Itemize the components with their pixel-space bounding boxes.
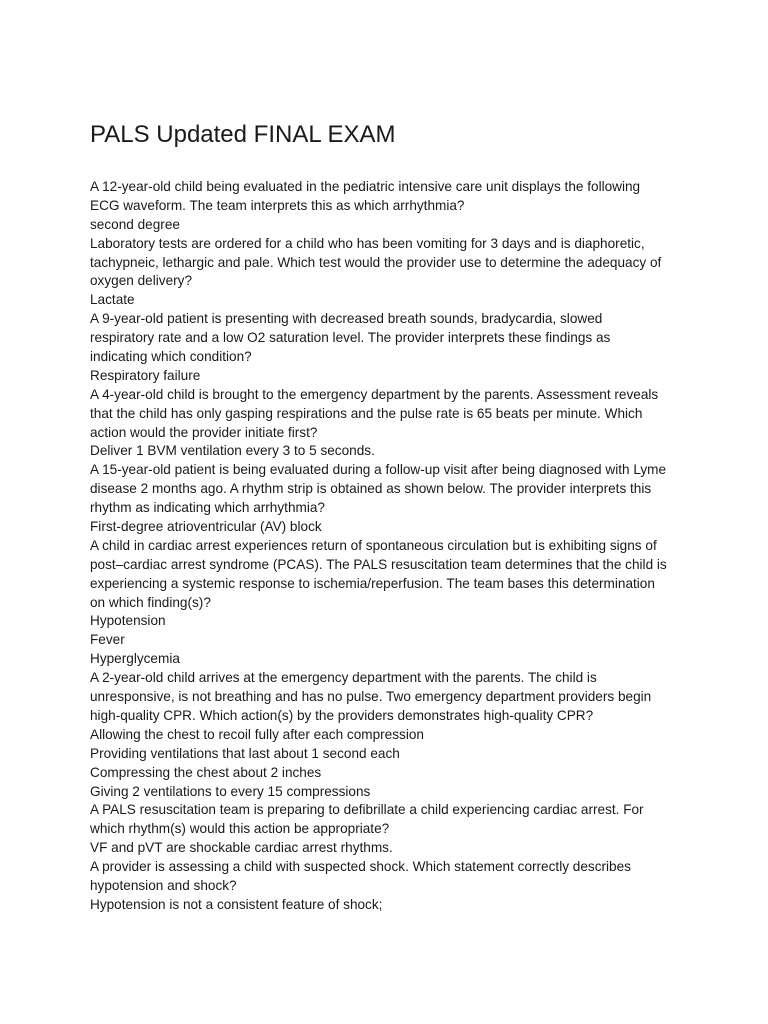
- text-line: Fever: [90, 632, 125, 648]
- text-line: Hyperglycemia: [90, 651, 180, 667]
- text-line: second degree: [90, 216, 180, 232]
- text-line: that the child has only gasping respirations and the pulse rate is 65 beats per minute. Which: [90, 405, 643, 421]
- text-line: hypotension and shock?: [90, 877, 237, 893]
- text-line: which rhythm(s) would this action be appropriate?: [90, 821, 390, 837]
- text-line: on which finding(s)?: [90, 594, 211, 610]
- text-line: Lactate: [90, 292, 135, 308]
- text-line: Hypotension is not a consistent feature of shock;: [90, 896, 383, 912]
- text-line: rhythm as indicating which arrhythmia?: [90, 500, 325, 516]
- text-line: unresponsive, is not breathing and has no pulse. Two emergency department providers begin: [90, 689, 652, 705]
- text-line: Allowing the chest to recoil fully after each compression: [90, 726, 424, 742]
- text-line: oxygen delivery?: [90, 273, 193, 289]
- text-line: ECG waveform. The team interprets this as which arrhythmia?: [90, 197, 465, 213]
- text-line: respiratory rate and a low O2 saturation level. The provider interprets these findings as: [90, 330, 611, 346]
- text-line: post–cardiac arrest syndrome (PCAS). The PALS resuscitation team determines that the child is: [90, 556, 667, 572]
- text-line: disease 2 months ago. A rhythm strip is obtained as shown below. The provider interprets this: [90, 481, 652, 497]
- text-line: VF and pVT are shockable cardiac arrest rhythms.: [90, 840, 393, 856]
- text-line: A 4-year-old child is brought to the emergency department by the parents. Assessment reveals: [90, 386, 659, 402]
- text-line: A child in cardiac arrest experiences return of spontaneous circulation but is exhibiting signs of: [90, 537, 657, 553]
- text-line: A 9-year-old patient is presenting with decreased breath sounds, bradycardia, slowed: [90, 311, 603, 327]
- document-body: [90, 178, 690, 915]
- text-line: action would the provider initiate first?: [90, 424, 318, 440]
- text-line: Compressing the chest about 2 inches: [90, 764, 322, 780]
- text-line: First-degree atrioventricular (AV) block: [90, 519, 322, 535]
- text-line: Providing ventilations that last about 1 second each: [90, 745, 400, 761]
- text-line: A provider is assessing a child with suspected shock. Which statement correctly describes: [90, 859, 631, 875]
- text-line: A PALS resuscitation team is preparing to defibrillate a child experiencing cardiac arrest. For: [90, 802, 644, 818]
- text-line: A 2-year-old child arrives at the emergency department with the parents. The child is: [90, 670, 597, 686]
- text-line: indicating which condition?: [90, 349, 252, 365]
- text-line: Hypotension: [90, 613, 166, 629]
- text-line: Respiratory failure: [90, 367, 201, 383]
- text-line: tachypneic, lethargic and pale. Which test would the provider use to determine the adequacy of: [90, 254, 662, 270]
- text-line: Deliver 1 BVM ventilation every 3 to 5 seconds.: [90, 443, 375, 459]
- page-title: PALS Updated FINAL EXAM: [90, 121, 396, 148]
- text-line: experiencing a systemic response to ischemia/reperfusion. The team bases this determination: [90, 575, 655, 591]
- text-line: A 15-year-old patient is being evaluated during a follow-up visit after being diagnosed with Lyme: [90, 462, 667, 478]
- text-line: Giving 2 ventilations to every 15 compressions: [90, 783, 371, 799]
- text-line: Laboratory tests are ordered for a child who has been vomiting for 3 days and is diaphoretic,: [90, 235, 645, 251]
- text-line: A 12-year-old child being evaluated in the pediatric intensive care unit displays the following: [90, 179, 641, 194]
- text-line: high-quality CPR. Which action(s) by the providers demonstrates high-quality CPR?: [90, 707, 594, 723]
